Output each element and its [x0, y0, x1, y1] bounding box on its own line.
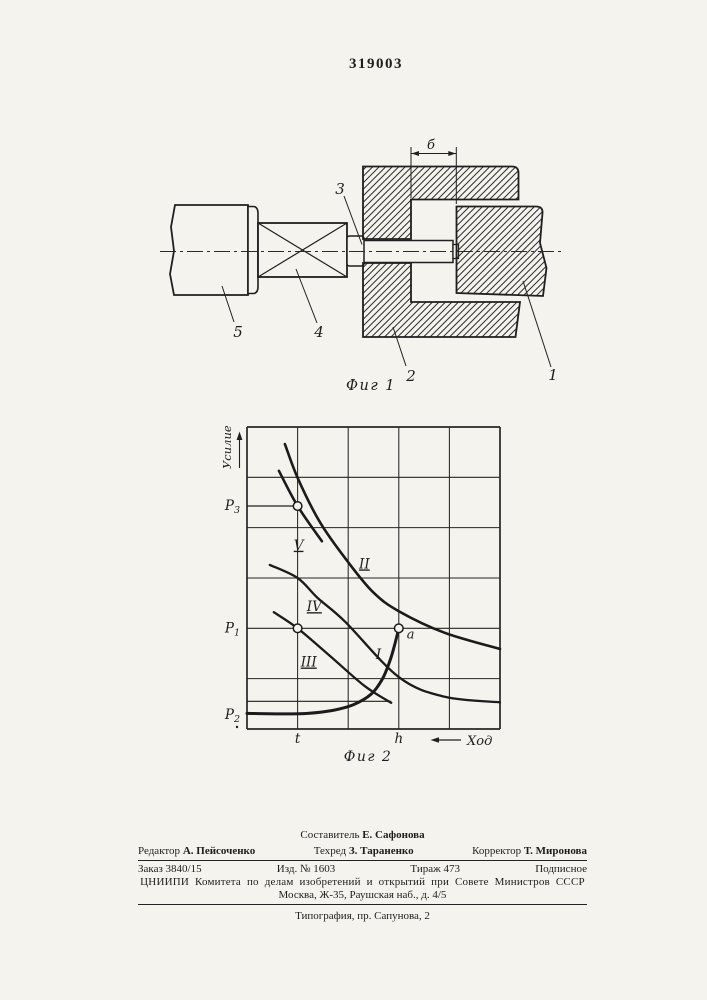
corrector [472, 845, 587, 858]
dimension-label: б [427, 138, 435, 153]
curve-label-I: I [375, 646, 382, 663]
x-tick-h: h [394, 730, 404, 747]
x-axis-label: Ход [467, 734, 493, 749]
y-tick-P3: $P_3$ [224, 498, 240, 517]
organization-line: ЦНИИПИ Комитета по делам изобретений и открытий при Совете Министров СССР [140, 876, 585, 888]
point-marker-a [395, 624, 404, 633]
corrector-name: Т. Миронова [523, 845, 587, 857]
editor-name: А. Пейсоченко [182, 845, 256, 857]
chart-curves [247, 444, 500, 714]
figure-1-drawing [140, 130, 580, 400]
compiler-line [138, 829, 587, 842]
order-number: Заказ 3840/15 [138, 863, 202, 875]
address-line: Москва, Ж-35, Раушская наб., д. 4/5 [278, 889, 447, 901]
dimension-arrow-left [412, 151, 420, 156]
part-label-4: 4 [314, 323, 324, 341]
subscription: Подписное [535, 863, 587, 875]
chart-grid [247, 427, 500, 729]
curve-label-III: III [300, 654, 317, 671]
fig2-caption: Фиг 2 [343, 749, 393, 765]
point-label-a: a [406, 627, 415, 643]
stray-dot [236, 726, 238, 728]
curve-label-V: V [293, 537, 304, 554]
part-label-1: 1 [548, 366, 558, 384]
figure-2-chart [195, 405, 515, 775]
editor-role: Редактор [138, 845, 181, 857]
circulation: Тираж 473 [410, 863, 460, 875]
printer-line: Типография, пр. Сапунова, 2 [295, 910, 430, 922]
imprint-block [138, 829, 587, 923]
order-line [138, 863, 587, 876]
techred-role: Техред [313, 845, 347, 857]
fig1-caption: Фиг 1 [345, 378, 397, 394]
point-marker [293, 502, 302, 511]
curve-II [285, 444, 500, 649]
compiler-name: Е. Сафонова [362, 829, 425, 841]
y-axis-arrow-head [237, 432, 243, 441]
corrector-role: Корректор [472, 845, 522, 857]
y-axis-label: Усилие [220, 425, 234, 469]
point-marker [293, 624, 302, 633]
y-tick-P1: $P_1$ [224, 620, 240, 639]
part5-body [170, 205, 248, 295]
rule-top [138, 860, 587, 861]
rule-bottom [138, 904, 587, 905]
editor [138, 845, 255, 858]
x-axis-arrow-head [431, 737, 440, 743]
patent-number: 319003 [349, 56, 403, 72]
curve-III [274, 612, 391, 703]
techred-name: З. Тараненко [348, 845, 414, 857]
y-tick-P2: $P_2$ [224, 706, 240, 725]
techred [314, 845, 414, 858]
curve-label-II: II [359, 556, 370, 573]
part-label-3: 3 [335, 180, 345, 198]
compiler-role: Составитель [300, 829, 360, 841]
x-tick-t: t [294, 730, 301, 747]
dimension-arrow-right [448, 151, 456, 156]
issue-number: Изд. № 1603 [276, 863, 336, 875]
part-label-5: 5 [233, 323, 243, 341]
staff-line [138, 845, 587, 858]
part-label-2: 2 [406, 367, 416, 385]
part5-cap [248, 207, 258, 294]
curve-label-IV: IV [306, 599, 322, 616]
